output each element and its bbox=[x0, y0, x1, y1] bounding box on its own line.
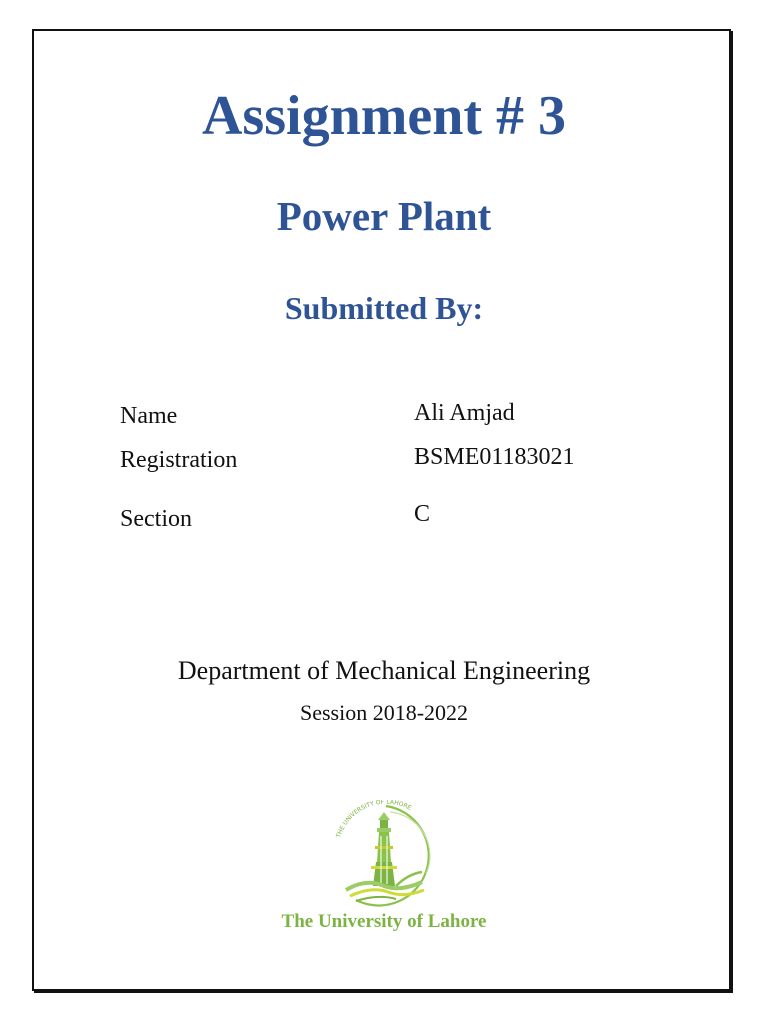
name-label: Name bbox=[120, 403, 178, 429]
assignment-title: Assignment # 3 bbox=[201, 85, 567, 147]
registration-value: BSME01183021 bbox=[414, 444, 575, 470]
session-years: Session 2018-2022 bbox=[299, 700, 469, 725]
section-label: Section bbox=[120, 506, 192, 532]
subject-title: Power Plant bbox=[276, 193, 492, 239]
registration-label: Registration bbox=[120, 447, 238, 473]
name-value: Ali Amjad bbox=[414, 400, 515, 426]
svg-text:THE UNIVERSITY OF LAHORE: THE UNIVERSITY OF LAHORE bbox=[335, 800, 413, 839]
university-logo bbox=[326, 800, 442, 908]
department-name: Department of Mechanical Engineering bbox=[177, 656, 591, 685]
university-name: The University of Lahore bbox=[281, 911, 487, 932]
submitted-by-heading: Submitted By: bbox=[284, 290, 484, 326]
section-value: C bbox=[414, 501, 431, 527]
